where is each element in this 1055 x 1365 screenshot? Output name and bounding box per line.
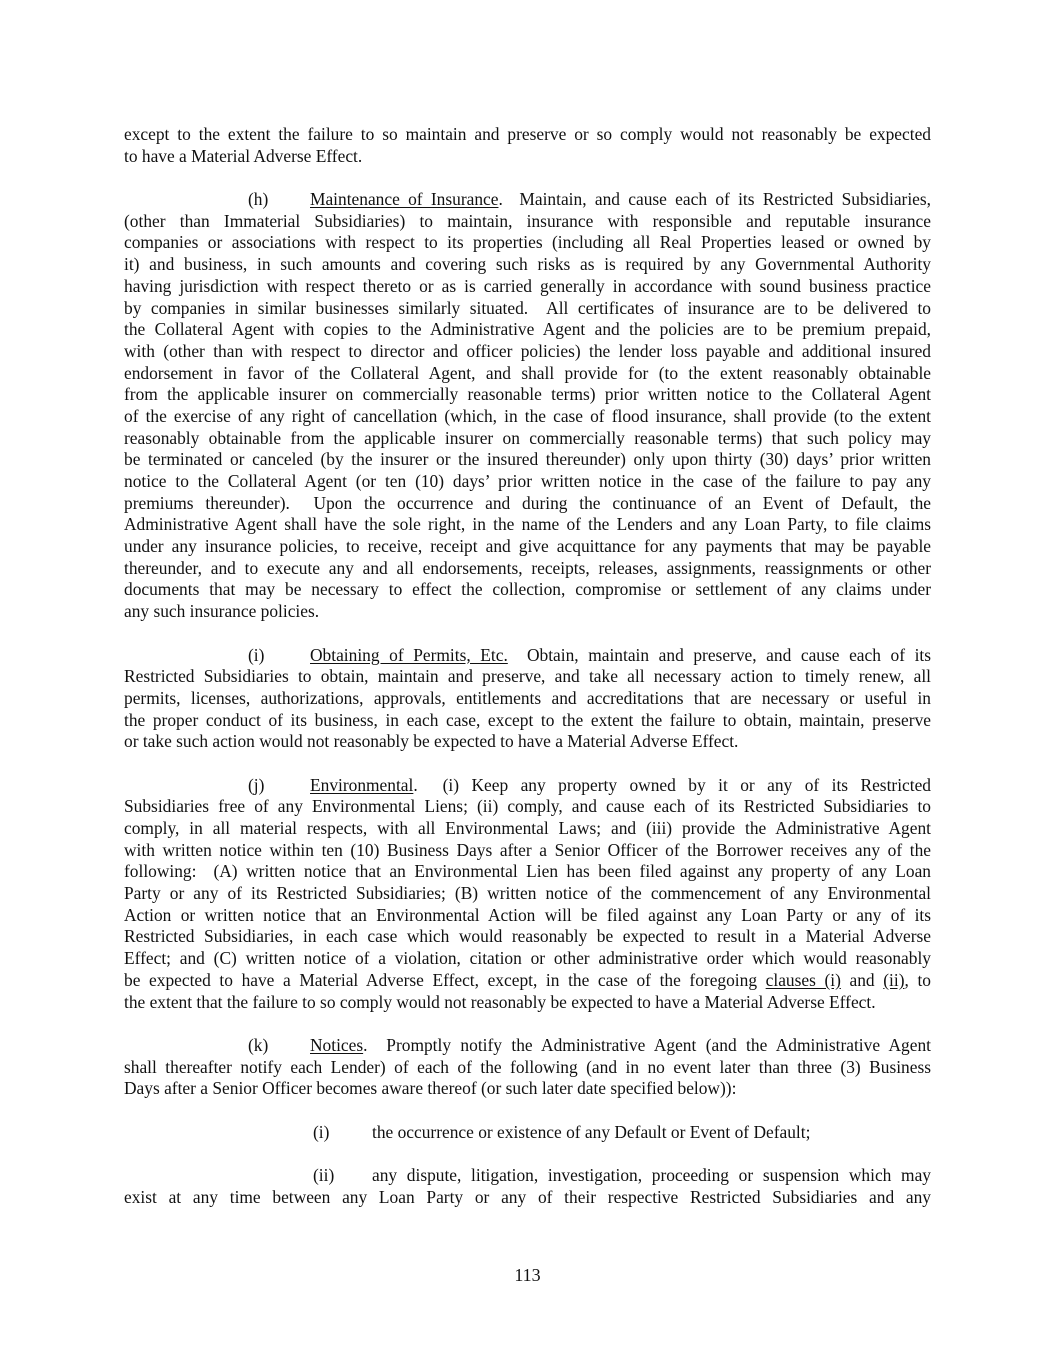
text-segment: of the exercise of any right of cancellation (which, in the case of flood insurance, shall provide (to the extent [124,405,931,426]
text-segment: with (other than with respect to director and officer policies) the lender loss payable and additional insured [124,340,931,361]
clause-label: (h) [248,189,269,210]
text-line [124,818,931,840]
text-line [124,905,931,927]
text-line [124,449,931,471]
text-line [124,601,931,623]
text-line [124,840,931,862]
text-segment: Action or written notice that an Environmental Action will be filed against any Loan Party or any of its [124,904,931,925]
text-line [124,514,931,536]
text-segment: Party or any of its Restricted Subsidiaries; (B) written notice of the commencement of any Environmental [124,883,931,904]
text-line [124,536,931,558]
text-segment: documents that may be necessary to effect the collection, compromise or settlement of any claims under [124,579,931,600]
underlined-heading: Notices [310,1034,364,1055]
text-line [124,363,931,385]
text-segment: . (i) Keep any property owned by it or any of its Restricted [413,774,931,795]
paragraph [124,1122,931,1144]
text-segment: (other than Immaterial Subsidiaries) to maintain, insurance with responsible and reputable insurance [124,210,931,231]
text-line [124,775,931,797]
underlined-heading: clauses (i) [765,969,841,990]
text-line [124,1035,931,1057]
paragraph-spacer [124,623,931,645]
clause-label: (i) [313,1121,330,1142]
text-segment: any such insurance policies. [124,601,320,622]
text-line [124,146,931,168]
text-segment: reasonably obtainable from the applicable insurer on commercially reasonable terms) that such policy may [124,427,931,448]
text-line [124,883,931,905]
text-line [124,406,931,428]
underlined-heading: Maintenance of Insurance [310,189,499,210]
text-segment: the Collateral Agent with copies to the Administrative Agent and the policies are to be premium prepaid, [124,319,931,340]
text-segment: companies or associations with respect to its properties (including all Real Properties leased or owned by [124,232,931,253]
text-segment: permits, licenses, authorizations, approvals, entitlements and accreditations that are necessary or useful in [124,687,931,708]
paragraph-spacer [124,1013,931,1035]
paragraph [124,1035,931,1100]
text-segment: , to [904,969,931,990]
text-segment: and [840,969,884,990]
text-line [124,710,931,732]
text-segment: the extent that the failure to so comply would not reasonably be expected to have a Material Adverse Effect. [124,991,876,1012]
text-segment: Restricted Subsidiaries, in each case which would reasonably be expected to result in a Material Adverse [124,926,931,947]
text-line [124,428,931,450]
paragraph [124,124,931,167]
text-segment: the proper conduct of its business, in each case, except to the extent the failure to obtain, maintain, preserve [124,709,931,730]
text-line [124,645,931,667]
text-line [124,1057,931,1079]
text-line [124,1187,931,1209]
text-segment: . Promptly notify the Administrative Agent (and the Administrative Agent [363,1034,931,1055]
text-segment: by companies in similar businesses similarly situated. All certificates of insurance are to be delivered to [124,297,931,318]
text-segment: thereunder, and to execute any and all endorsements, receipts, releases, assignments, reassignments or other [124,557,931,578]
text-line [124,1165,931,1187]
clause-label: (i) [248,644,265,665]
text-line [124,384,931,406]
text-line [124,731,931,753]
text-line [124,666,931,688]
text-line [124,341,931,363]
clause-label: (j) [248,774,265,795]
text-line [124,493,931,515]
text-line [124,948,931,970]
text-segment: exist at any time between any Loan Party or any of their respective Restricted Subsidiaries and any [124,1186,931,1207]
text-line [124,189,931,211]
document-body [124,124,931,1208]
text-segment: shall thereafter notify each Lender) of each of the following (and in no event later than three (3) Business [124,1056,931,1077]
text-line [124,276,931,298]
text-segment: comply, in all material respects, with all Environmental Laws; and (iii) provide the Administrative Agent [124,818,931,838]
text-segment: . Maintain, and cause each of its Restricted Subsidiaries, [498,189,931,210]
text-segment: premiums thereunder). Upon the occurrence and during the continuance of an Event of Default, the [124,492,931,513]
underlined-heading: (ii) [883,969,905,990]
text-segment: Days after a Senior Officer becomes aware thereof (or such later date specified below)): [124,1078,737,1099]
text-segment: with written notice within ten (10) Business Days after a Senior Officer of the Borrower receives any of the [124,839,931,860]
text-segment: the occurrence or existence of any Default or Event of Default; [372,1121,811,1142]
text-line [124,471,931,493]
text-segment: endorsement in favor of the Collateral Agent, and shall provide for (to the extent reasonably obtainable [124,362,931,383]
text-segment: notice to the Collateral Agent (or ten (10) days’ prior written notice in the case of the failure to pay any [124,471,931,491]
text-line [124,319,931,341]
text-segment: except to the extent the failure to so maintain and preserve or so comply would not reasonably be expected [124,124,931,144]
text-line [124,1122,931,1144]
text-line [124,688,931,710]
text-segment: Obtain, maintain and preserve, and cause each of its [507,644,931,665]
clause-label: (ii) [313,1165,335,1185]
clause-label: (k) [248,1034,269,1055]
paragraph [124,189,931,623]
paragraph-spacer [124,753,931,775]
text-segment: Restricted Subsidiaries to obtain, maintain and preserve, and take all necessary action to timely renew, all [124,666,931,687]
text-segment: following: (A) written notice that an Environmental Lien has been filed against any property of any Loan [124,861,931,882]
text-segment: Administrative Agent shall have the sole right, in the name of the Lenders and any Loan Party, to file claims [124,514,931,535]
text-segment: be expected to have a Material Adverse Effect, except, in the case of the foregoing [124,969,766,990]
text-line [124,298,931,320]
text-line [124,992,931,1014]
paragraph-spacer [124,1100,931,1122]
paragraph [124,775,931,1014]
text-line [124,579,931,601]
text-segment: having jurisdiction with respect thereto or as is carried generally in accordance with sound business practice [124,275,931,296]
page-number: 113 [514,1265,541,1285]
text-line [124,1078,931,1100]
text-segment: be terminated or canceled (by the insurer or the insured thereunder) only upon thirty (30) days’ prior written [124,449,931,470]
text-segment: to have a Material Adverse Effect. [124,145,363,166]
paragraph-spacer [124,1143,931,1165]
text-segment: or take such action would not reasonably be expected to have a Material Adverse Effect. [124,731,739,752]
text-line [124,970,931,992]
text-segment: it) and business, in such amounts and covering such risks as is required by any Governmental Authority [124,254,931,275]
underlined-heading: Environmental [310,774,414,795]
paragraph-spacer [124,167,931,189]
text-line [124,232,931,254]
text-line [124,124,931,146]
text-segment: under any insurance policies, to receive, receipt and give acquittance for any payments that may be payable [124,536,931,557]
underlined-heading: Obtaining of Permits, Etc. [310,644,508,665]
text-segment: from the applicable insurer on commercially reasonable terms) prior written notice to the Collateral Agent [124,384,931,405]
text-segment: Effect; and (C) written notice of a violation, citation or other administrative order which would reasonably [124,948,931,969]
text-segment: Subsidiaries free of any Environmental Liens; (ii) comply, and cause each of its Restricted Subsidiaries to [124,796,931,817]
text-line [124,861,931,883]
text-segment: any dispute, litigation, investigation, proceeding or suspension which may [372,1165,931,1185]
paragraph [124,1165,931,1208]
text-line [124,558,931,580]
text-line [124,211,931,233]
paragraph [124,645,931,753]
text-line [124,796,931,818]
text-line [124,254,931,276]
text-line [124,926,931,948]
